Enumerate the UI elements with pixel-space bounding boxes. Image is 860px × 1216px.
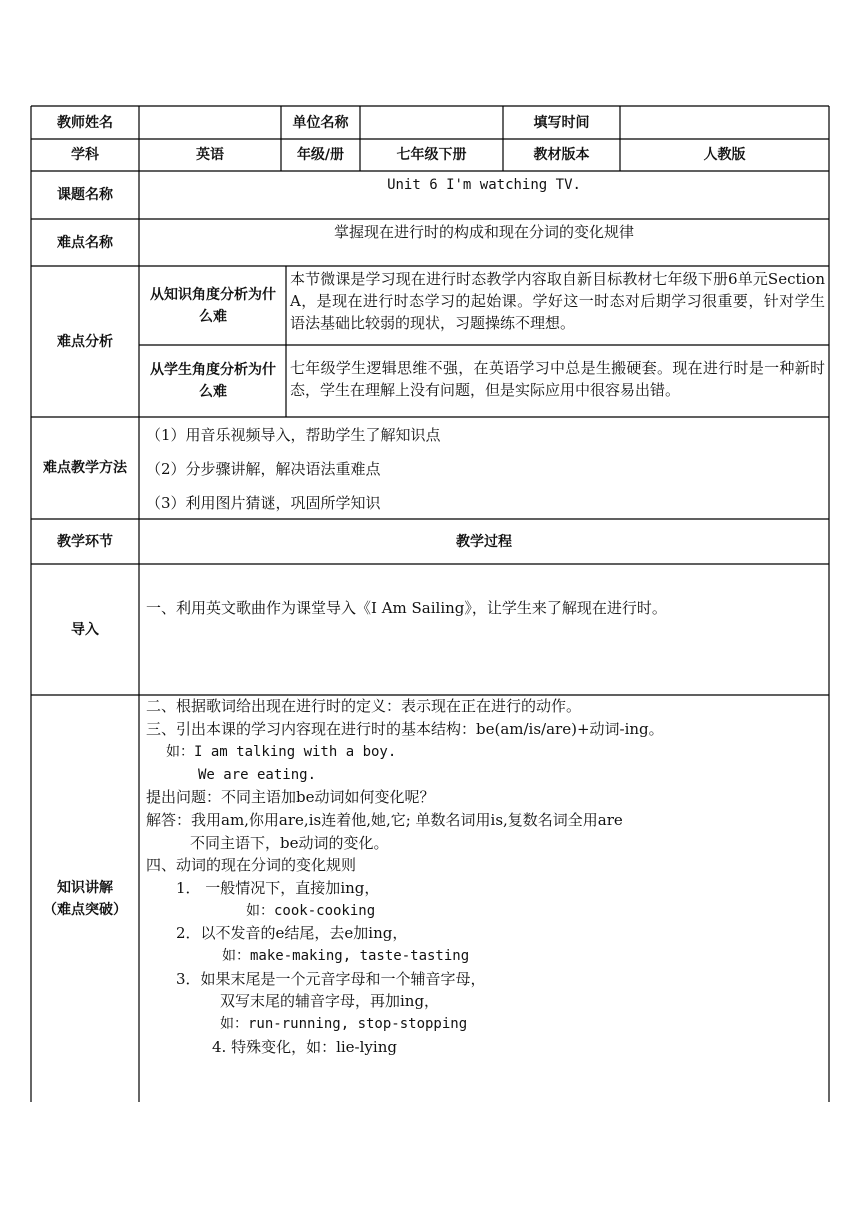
teaching-process-header: 教学过程 xyxy=(456,533,512,550)
knowledge-line: 不同主语下，be动词的变化。 xyxy=(190,834,389,852)
knowledge-line: 如：run-running, stop-stopping xyxy=(220,1016,468,1032)
student-angle-label: 从学生角度分析为什么难 xyxy=(150,362,276,400)
method-item: （3）利用图片猜谜，巩固所学知识 xyxy=(146,494,381,512)
difficulty-name-value: 掌握现在进行时的构成和现在分词的变化规律 xyxy=(333,223,634,241)
knowledge-line: 3．如果末尾是一个元音字母和一个辅音字母， xyxy=(176,970,486,988)
knowledge-stage-label-line1: 知识讲解 xyxy=(57,879,113,896)
edition-value: 人教版 xyxy=(703,147,746,163)
unit-name-value[interactable] xyxy=(360,106,503,139)
knowledge-line: 双写末尾的辅音字母，再加ing， xyxy=(220,992,440,1010)
method-item: （2）分步骤讲解，解决语法重难点 xyxy=(146,460,381,478)
knowledge-stage-label-line2: （难点突破） xyxy=(43,901,127,918)
method-item: （1）用音乐视频导入，帮助学生了解知识点 xyxy=(146,426,441,444)
lesson-title-label: 课题名称 xyxy=(57,187,113,203)
subject-label: 学科 xyxy=(71,147,99,163)
knowledge-line: 提出问题：不同主语加be动词如何变化呢？ xyxy=(146,788,435,806)
knowledge-line: 如：I am talking with a boy. xyxy=(166,744,397,760)
knowledge-line: 四、动词的现在分词的变化规则 xyxy=(146,856,357,874)
knowledge-line: 如：make-making, taste-tasting xyxy=(222,948,470,964)
student-angle-text: 七年级学生逻辑思维不强，在英语学习中总是生搬硬套。现在进行时是一种新时态，学生在理解上没有问题，但是实际应用中很容易出错。 xyxy=(290,359,825,399)
teacher-name-label: 教师姓名 xyxy=(57,114,113,131)
edition-label: 教材版本 xyxy=(533,147,590,163)
teaching-methods-label: 难点教学方法 xyxy=(43,460,127,476)
knowledge-line: 三、引出本课的学习内容现在进行时的基本结构：be(am/is/are)+动词-ing。 xyxy=(146,720,664,738)
intro-text: 一、利用英文歌曲作为课堂导入《I Am Sailing》，让学生来了解现在进行时。 xyxy=(146,599,667,617)
lesson-title-value: Unit 6 I'm watching TV. xyxy=(387,177,581,193)
subject-value: 英语 xyxy=(196,147,224,163)
fill-time-label: 填写时间 xyxy=(533,114,590,131)
knowledge-line: 4. 特殊变化，如：lie-lying xyxy=(212,1038,397,1056)
fill-time-value[interactable] xyxy=(620,106,829,139)
knowledge-line: We are eating. xyxy=(198,767,317,783)
knowledge-line: 二、根据歌词给出现在进行时的定义：表示现在正在进行的动作。 xyxy=(146,697,582,715)
teaching-stage-header: 教学环节 xyxy=(57,533,113,550)
intro-stage-label: 导入 xyxy=(71,621,99,638)
knowledge-line: 1． 一般情况下，直接加ing， xyxy=(176,879,380,897)
knowledge-line: 解答：我用am,你用are,is连着他,她,它; 单数名词用is,复数名词全用are xyxy=(146,811,623,829)
unit-name-label: 单位名称 xyxy=(292,114,349,131)
difficulty-name-label: 难点名称 xyxy=(57,234,113,251)
knowledge-angle-label: 从知识角度分析为什么难 xyxy=(150,286,276,325)
grade-label: 年级/册 xyxy=(296,147,345,163)
difficulty-analysis-label: 难点分析 xyxy=(57,333,113,350)
knowledge-angle-text: 本节微课是学习现在进行时态教学内容取自新目标教材七年级下册6单元Section A，是现在进行时态学习的起始课。学好这一时态对后期学习很重要，针对学生语法基础比较弱的现状，习题操练不理想。 xyxy=(290,270,825,332)
knowledge-line: 如：cook-cooking xyxy=(246,903,376,919)
knowledge-line: 2．以不发音的e结尾，去e加ing， xyxy=(176,924,408,942)
teacher-name-value[interactable] xyxy=(139,106,281,139)
knowledge-stage-label xyxy=(31,695,139,1102)
grade-value: 七年级下册 xyxy=(396,147,467,163)
